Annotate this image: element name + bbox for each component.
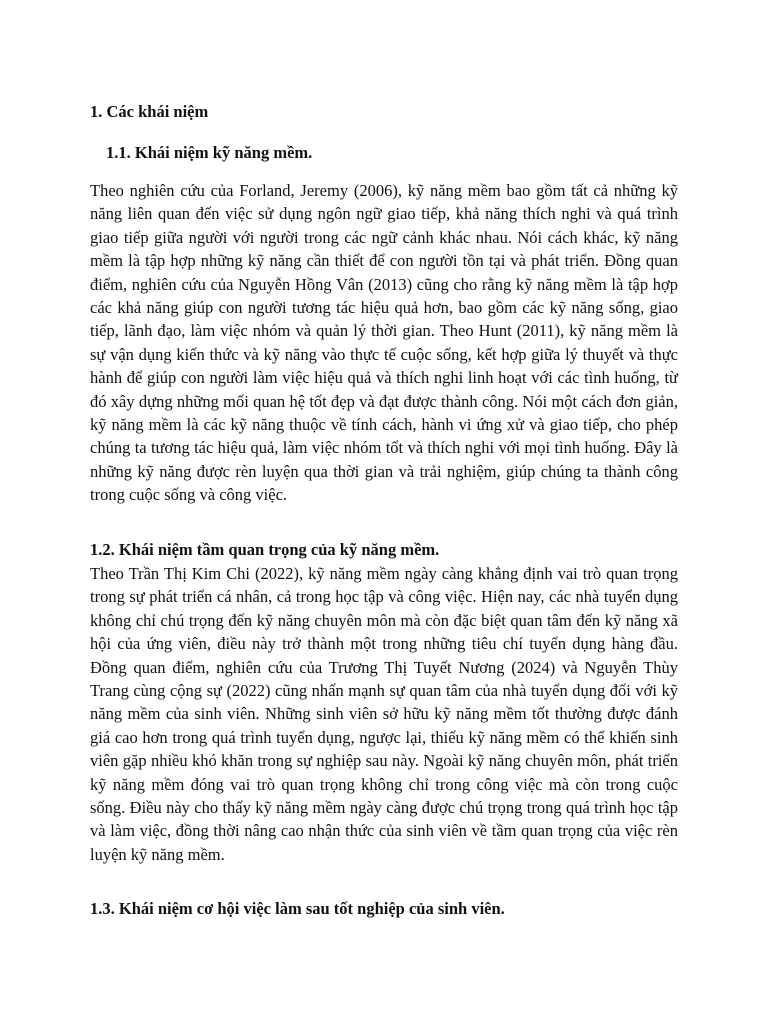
subsection-heading-1-2: 1.2. Khái niệm tầm quan trọng của kỹ năng mềm. <box>90 540 440 559</box>
subsection-heading-1-1: 1.1. Khái niệm kỹ năng mềm. <box>106 143 313 162</box>
paragraph-soft-skills-importance: Theo Trần Thị Kim Chi (2022), kỹ năng mềm ngày càng khẳng định vai trò quan trọng trong sự phát triển cá nhân, cả trong học tập và công việc. Hiện nay, các nhà tuyển dụng không chỉ chú trọng đến kỹ năng chuyên môn mà còn đặc biệt quan tâm đến kỹ năng xã hội của ứng viên, điều này trở thành một trong những tiêu chí tuyển dụng hàng đầu. Đồng quan điểm, nghiên cứu của Trương Thị Tuyết Nương (2024) và Nguyễn Thùy Trang cùng cộng sự (2022) cũng nhấn mạnh sự quan tâm của nhà tuyển dụng đối với kỹ năng mềm của sinh viên. Những sinh viên sở hữu kỹ năng mềm tốt thường được đánh giá cao hơn trong quá trình tuyển dụng, ngược lại, thiếu kỹ năng mềm có thể khiến sinh viên gặp nhiều khó khăn trong sự nghiệp sau này. Ngoài kỹ năng chuyên môn, phát triển kỹ năng mềm đóng vai trò quan trọng không chỉ trong công việc mà còn trong cuộc sống. Điều này cho thấy kỹ năng mềm ngày càng được chú trọng trong quá trình học tập và làm việc, đồng thời nâng cao nhận thức của sinh viên về tầm quan trọng của việc rèn luyện kỹ năng mềm. <box>90 564 678 864</box>
subsection-heading-1-3: 1.3. Khái niệm cơ hội việc làm sau tốt nghiệp của sinh viên. <box>90 899 505 918</box>
section-heading-1: 1. Các khái niệm <box>90 102 209 121</box>
paragraph-soft-skills-definition: Theo nghiên cứu của Forland, Jeremy (2006), kỹ năng mềm bao gồm tất cả những kỹ năng liên quan đến việc sử dụng ngôn ngữ giao tiếp, khả năng thích nghi và quá trình giao tiếp giữa người với người trong các ngữ cảnh khác nhau. Nói cách khác, kỹ năng mềm là tập hợp những kỹ năng cần thiết để con người tồn tại và phát triển. Đồng quan điểm, nghiên cứu của Nguyễn Hồng Vân (2013) cũng cho rằng kỹ năng mềm là tập hợp các khả năng giúp con người tương tác hiệu quả hơn, bao gồm các kỹ năng sống, giao tiếp, lãnh đạo, làm việc nhóm và quản lý thời gian. Theo Hunt (2011), kỹ năng mềm là sự vận dụng kiến thức và kỹ năng vào thực tế cuộc sống, kết hợp giữa lý thuyết và thực hành để giúp con người làm việc hiệu quả và thích nghi linh hoạt với các tình huống, từ đó xây dựng những mối quan hệ tốt đẹp và đạt được thành công. Nói một cách đơn giản, kỹ năng mềm là các kỹ năng thuộc về tính cách, hành vi ứng xử và giao tiếp, cho phép chúng ta tương tác hiệu quả, làm việc nhóm tốt và thích nghi với mọi tình huống. Đây là những kỹ năng được rèn luyện qua thời gian và trải nghiệm, giúp chúng ta thành công trong cuộc sống và công việc. <box>90 181 678 505</box>
